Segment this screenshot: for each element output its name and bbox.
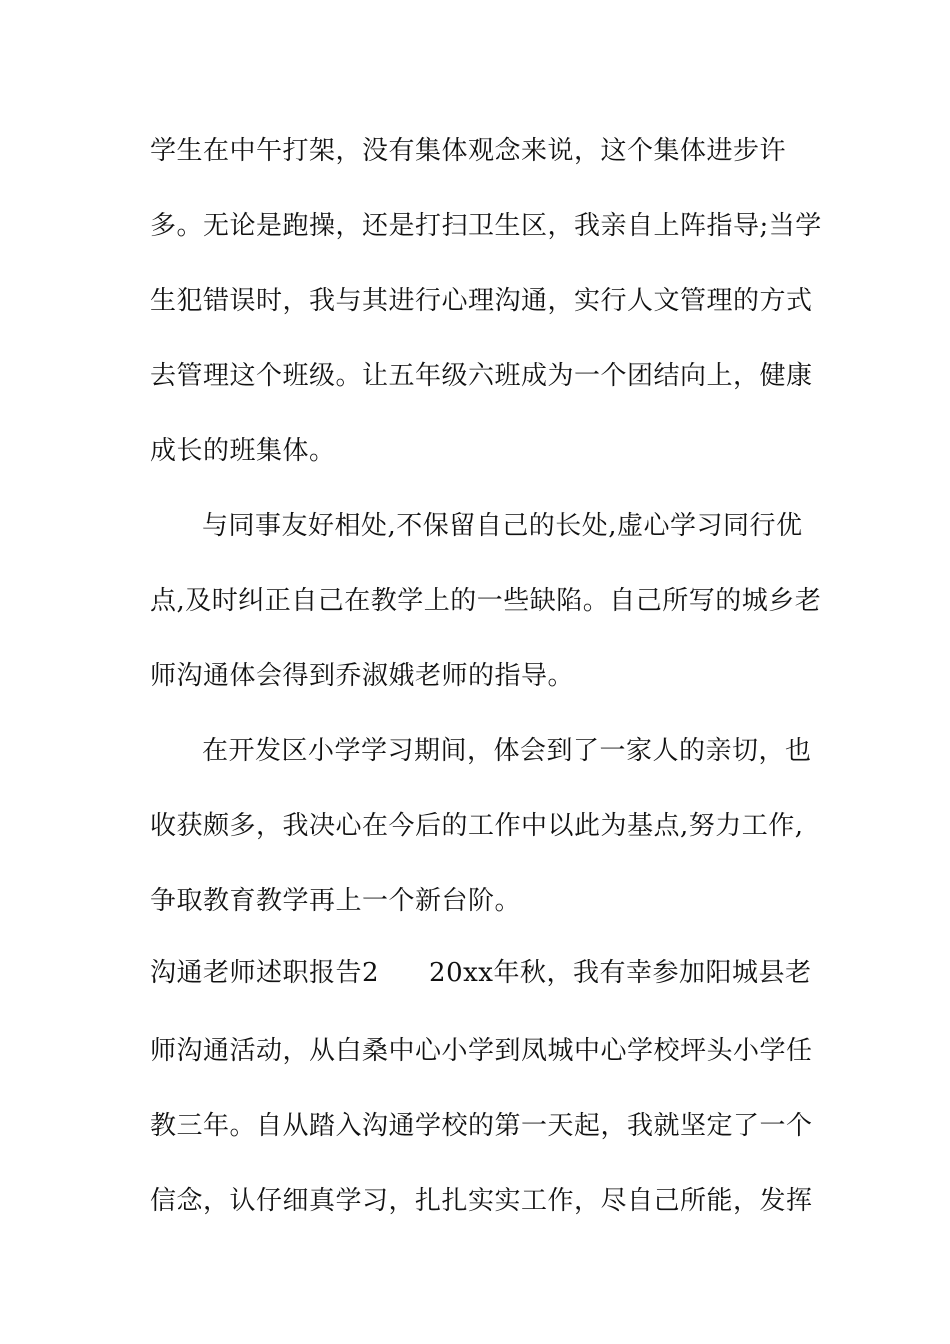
section-heading: 沟通老师述职报告2 bbox=[150, 958, 380, 988]
paragraph-line: 生犯错误时，我与其进行心理沟通，实行人文管理的方式 bbox=[150, 286, 813, 316]
paragraph-line: 与同事友好相处,不保留自己的长处,虚心学习同行优 bbox=[202, 511, 803, 541]
paragraph-line: 去管理这个班级。让五年级六班成为一个团结向上，健康 bbox=[150, 361, 813, 391]
section-heading-row bbox=[150, 955, 810, 991]
paragraph-line: 师沟通体会得到乔淑娥老师的指导。 bbox=[150, 661, 575, 691]
paragraph-line: 成长的班集体。 bbox=[150, 436, 336, 466]
paragraph-line: 争取教育教学再上一个新台阶。 bbox=[150, 886, 522, 916]
paragraph-line: 信念，认仔细真学习，扎扎实实工作，尽自己所能，发挥 bbox=[150, 1186, 813, 1216]
paragraph-line: 师沟通活动，从白桑中心小学到凤城中心学校坪头小学任 bbox=[150, 1036, 813, 1066]
paragraph-line: 多。无论是跑操，还是打扫卫生区，我亲自上阵指导;当学 bbox=[150, 211, 822, 241]
paragraph-line: 学生在中午打架，没有集体观念来说，这个集体进步许 bbox=[150, 136, 787, 166]
section-first-line: 20xx年秋，我有幸参加阳城县老 bbox=[429, 958, 812, 988]
paragraph-line: 点,及时纠正自己在教学上的一些缺陷。自己所写的城乡老 bbox=[150, 586, 822, 616]
paragraph-line: 教三年。自从踏入沟通学校的第一天起，我就坚定了一个 bbox=[150, 1111, 813, 1141]
paragraph-line: 在开发区小学学习期间，体会到了一家人的亲切，也 bbox=[202, 736, 812, 766]
paragraph-line: 收获颇多，我决心在今后的工作中以此为基点,努力工作, bbox=[150, 811, 804, 841]
